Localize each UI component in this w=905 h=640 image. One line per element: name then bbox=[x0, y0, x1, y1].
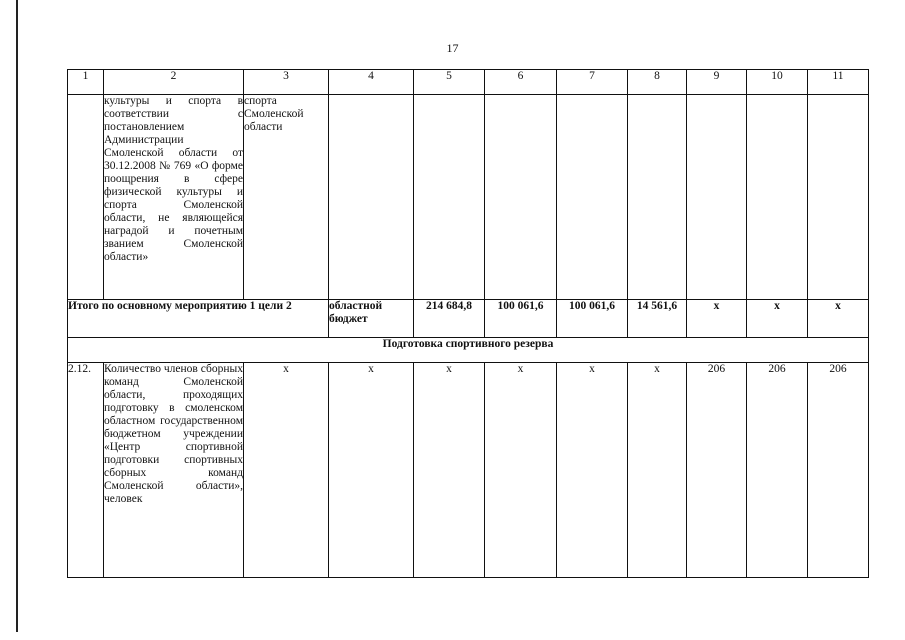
section-title: Подготовка спортивного резерва bbox=[68, 338, 869, 363]
total-col6: 100 061,6 bbox=[485, 300, 557, 338]
total-col8: 14 561,6 bbox=[628, 300, 687, 338]
header-cell: 5 bbox=[414, 70, 485, 95]
header-cell: 3 bbox=[244, 70, 329, 95]
table-cell bbox=[628, 95, 687, 300]
total-row bbox=[68, 300, 869, 338]
row-col5: x bbox=[414, 363, 485, 578]
total-col7: 100 061,6 bbox=[557, 300, 628, 338]
row-col6: x bbox=[485, 363, 557, 578]
program-table bbox=[67, 69, 869, 578]
header-cell: 4 bbox=[329, 70, 414, 95]
table-row-continuation bbox=[68, 95, 869, 300]
row-col4: x bbox=[329, 363, 414, 578]
total-col11: x bbox=[808, 300, 869, 338]
table-cell bbox=[687, 95, 747, 300]
row-number: 2.12. bbox=[68, 363, 104, 578]
table-cell bbox=[414, 95, 485, 300]
header-cell: 1 bbox=[68, 70, 104, 95]
header-cell: 6 bbox=[485, 70, 557, 95]
section-row bbox=[68, 338, 869, 363]
indicator-description: Количество членов сборных команд Смоленской области, проходящих подготовку в смоленском областном государственном бюджетном учреждении «Центр спортивной подготовки спортивных сборных команд Смоленской области», человек bbox=[104, 363, 244, 578]
table-cell bbox=[485, 95, 557, 300]
row-col9: 206 bbox=[687, 363, 747, 578]
total-label: Итого по основному мероприятию 1 цели 2 bbox=[68, 300, 329, 338]
row-col8: x bbox=[628, 363, 687, 578]
header-cell: 8 bbox=[628, 70, 687, 95]
row-col10: 206 bbox=[747, 363, 808, 578]
executor-cell: спорта Смоленской области bbox=[244, 95, 329, 300]
page-number: 17 bbox=[446, 41, 459, 55]
row-col3: x bbox=[244, 363, 329, 578]
total-col10: x bbox=[747, 300, 808, 338]
activity-description: культуры и спорта в соответствии с постановлением Администрации Смоленской области от 30.12.2008 № 769 «О форме поощрения в сфере физической культуры и спорта Смоленской области, не являющейся наградой и почетным званием Смоленской области» bbox=[104, 95, 244, 300]
total-col5: 214 684,8 bbox=[414, 300, 485, 338]
header-cell: 11 bbox=[808, 70, 869, 95]
total-col9: x bbox=[687, 300, 747, 338]
table-cell bbox=[68, 95, 104, 300]
table-cell bbox=[329, 95, 414, 300]
header-cell: 7 bbox=[557, 70, 628, 95]
header-cell: 9 bbox=[687, 70, 747, 95]
funding-source: областной бюджет bbox=[329, 300, 414, 338]
table-cell bbox=[557, 95, 628, 300]
header-cell: 10 bbox=[747, 70, 808, 95]
table-cell bbox=[808, 95, 869, 300]
left-margin-line bbox=[16, 0, 18, 632]
row-col11: 206 bbox=[808, 363, 869, 578]
row-col7: x bbox=[557, 363, 628, 578]
header-cell: 2 bbox=[104, 70, 244, 95]
table-cell bbox=[747, 95, 808, 300]
table-row-2-12 bbox=[68, 363, 869, 578]
table-header-row bbox=[68, 70, 869, 95]
